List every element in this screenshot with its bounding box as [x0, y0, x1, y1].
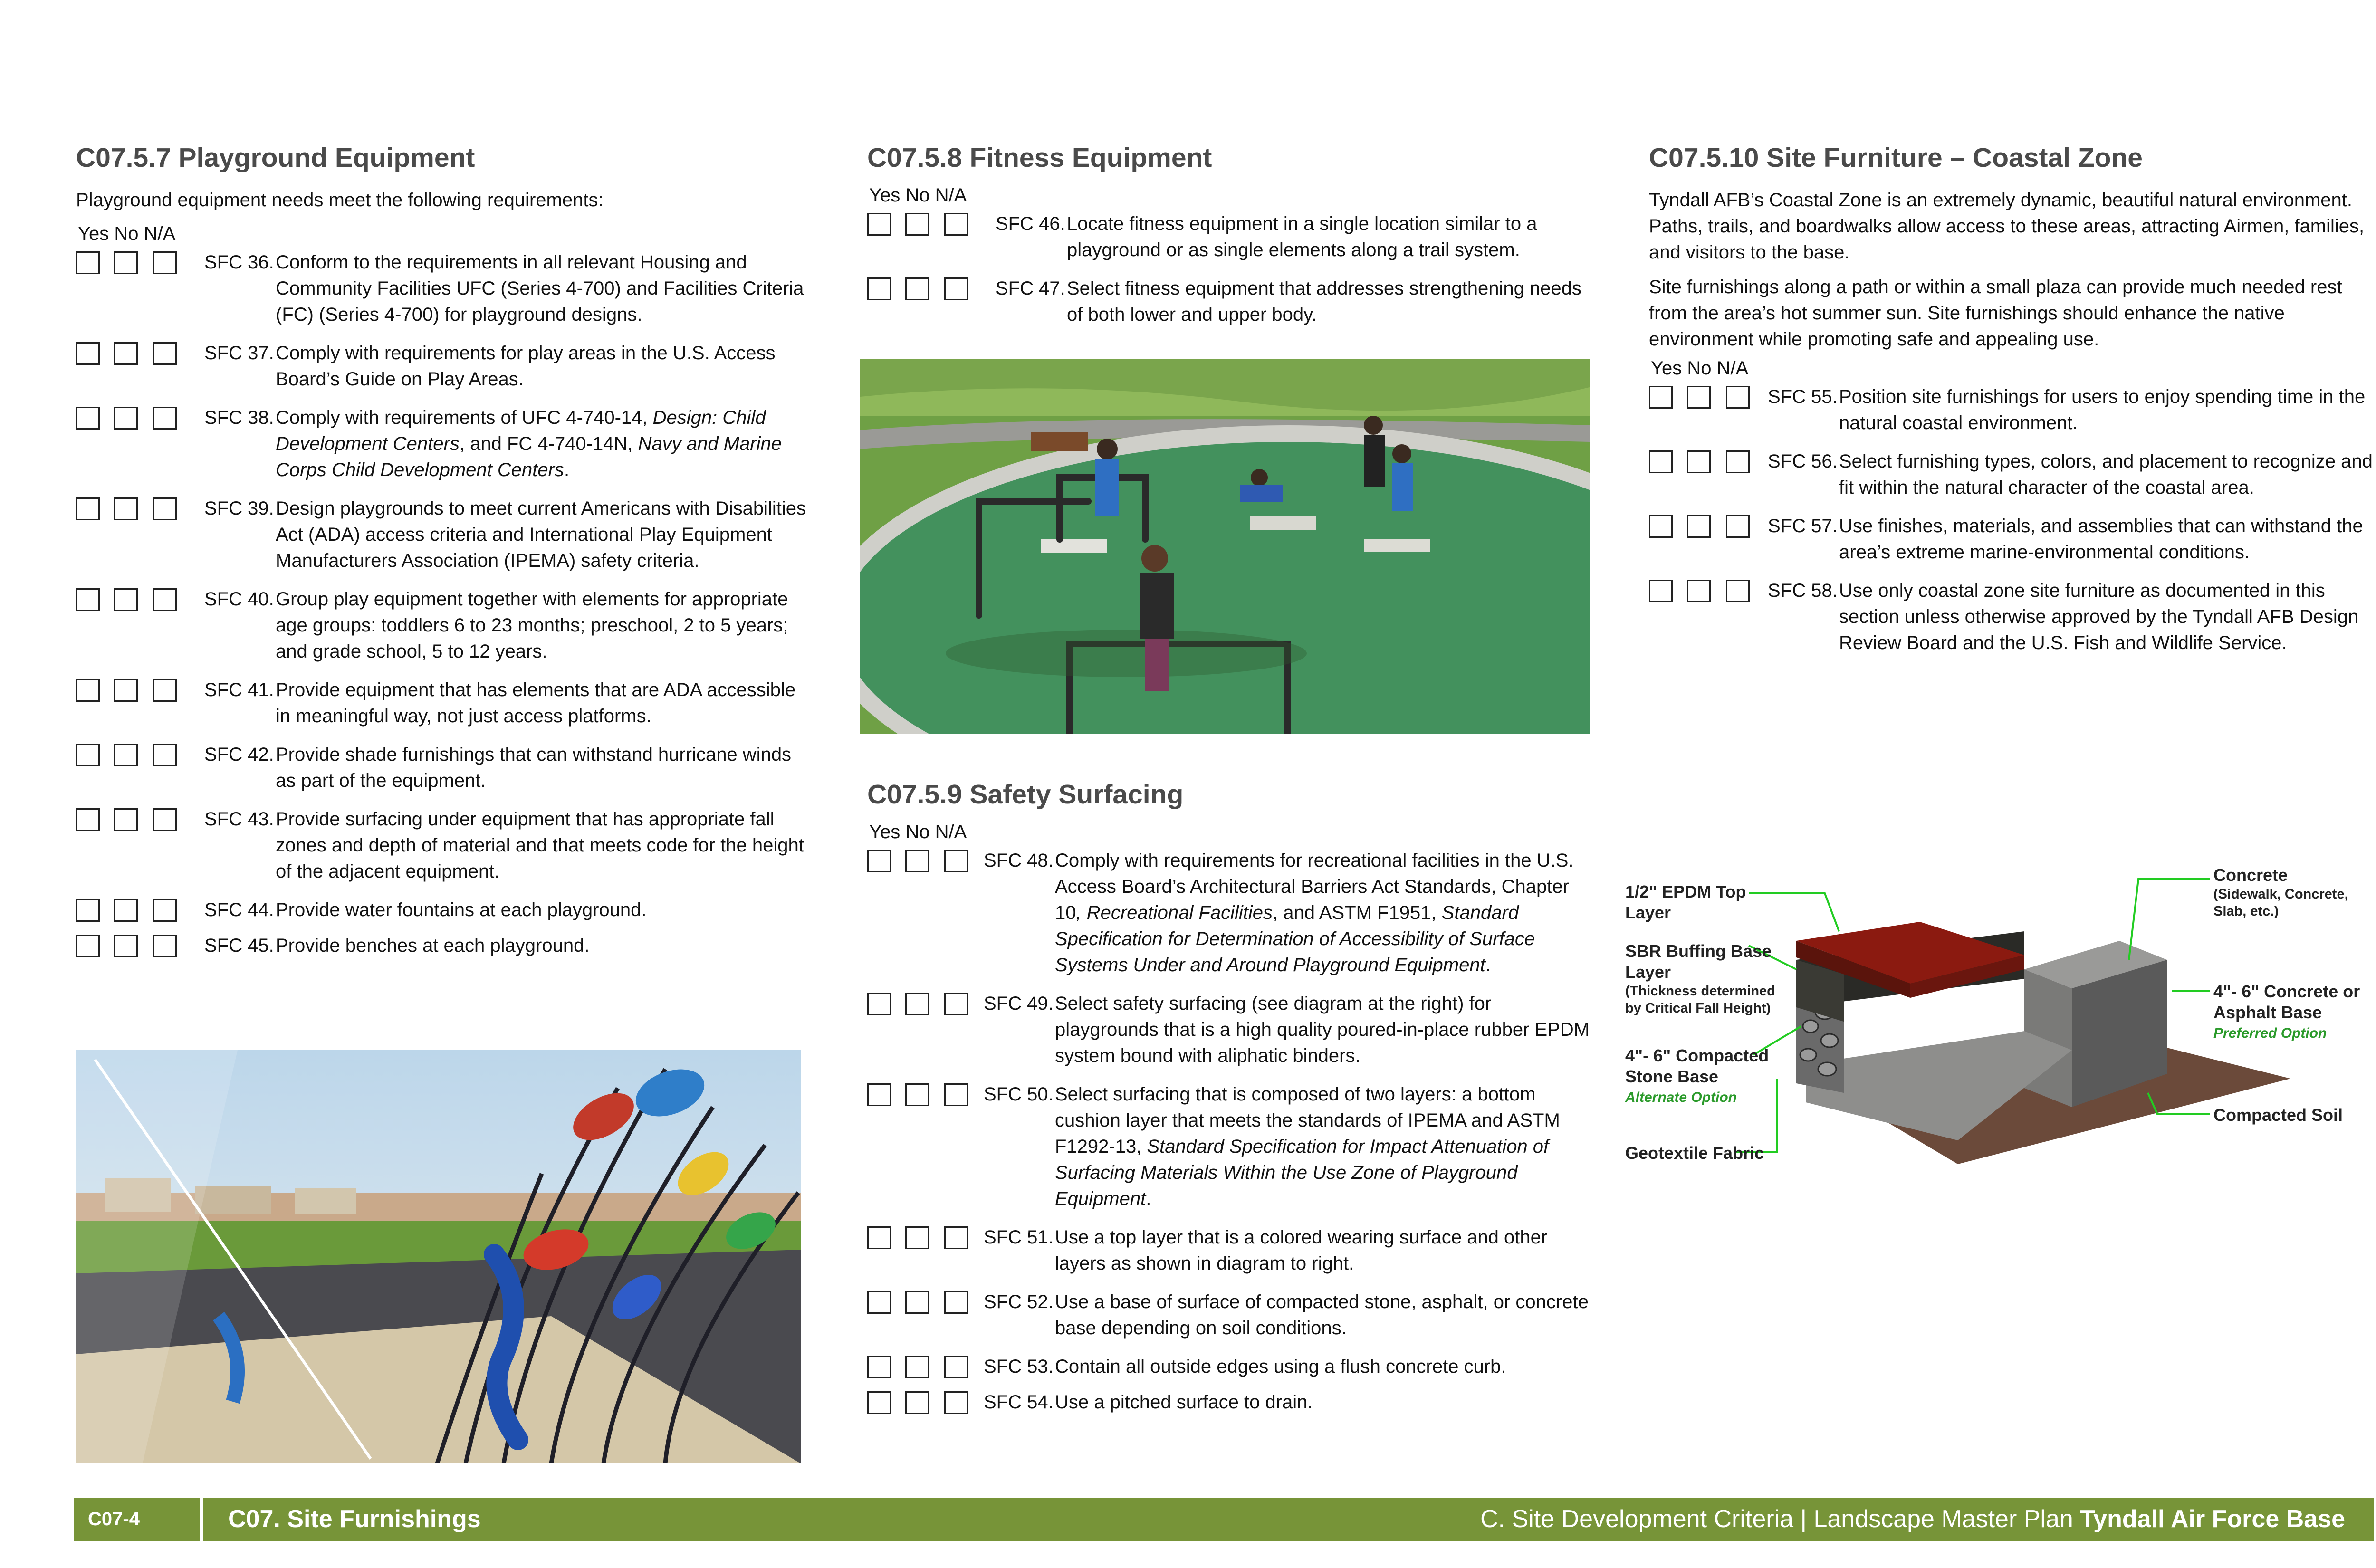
no-checkbox[interactable] [114, 407, 138, 430]
na-checkbox[interactable] [153, 899, 177, 922]
item-text: Use a pitched surface to drain. [1055, 1391, 1313, 1413]
yes-no-na-header: Yes No N/A [78, 223, 176, 244]
checklist-item-sfc58 [1649, 578, 2376, 656]
item-text: Comply with requirements for recreational facilities in the U.S. Access Board’s Architectural Barriers Act Standards, Chapter 10, Recreational Facilities, and ASTM F1951, Standard Specification for Determination of Accessibility of Surface Systems Under and Around Playground Equipment. [1055, 850, 1574, 975]
no-checkbox[interactable] [114, 342, 138, 365]
item-text: Use a top layer that is a colored wearing surface and other layers as shown in diagram to right. [1055, 1226, 1548, 1274]
checklist-item-sfc55 [1649, 384, 2376, 436]
item-text: Provide equipment that has elements that are ADA accessible in meaningful way, not just access platforms. [276, 679, 795, 727]
na-checkbox[interactable] [153, 407, 177, 430]
item-code: SFC 37. [204, 342, 274, 363]
na-checkbox[interactable] [153, 935, 177, 957]
item-code: SFC 41. [204, 679, 274, 700]
item-text: Select fitness equipment that addresses strengthening needs of both lower and upper body. [1067, 277, 1581, 325]
column-safety-surfacing [867, 779, 1599, 1428]
yes-checkbox[interactable] [76, 899, 100, 922]
na-checkbox[interactable] [944, 1291, 968, 1314]
item-code: SFC 44. [204, 899, 274, 920]
item-text: Contain all outside edges using a flush concrete curb. [1055, 1356, 1506, 1377]
checklist-item-sfc40 [76, 586, 808, 665]
item-text: Use only coastal zone site furniture as documented in this section unless otherwise approved by the Tyndall AFB Design Review Board and the U.S. Fish and Wildlife Service. [1839, 580, 2359, 653]
na-checkbox[interactable] [944, 1391, 968, 1414]
yes-checkbox[interactable] [867, 1391, 891, 1414]
label-stone-base: 4"- 6" Compacted Stone Base Alternate Option [1625, 1046, 1769, 1105]
yes-checkbox[interactable] [867, 850, 891, 872]
intro-paragraph-2: Site furnishings along a path or within a small plaza can provide much needed rest from the area’s hot summer sun. Site furnishings should enhance the native environment while promoting safe and appealing use. [1649, 276, 2342, 350]
item-text: Position site furnishings for users to enjoy spending time in the natural coastal environment. [1839, 386, 2366, 433]
yes-checkbox[interactable] [867, 1291, 891, 1314]
column-playground [76, 143, 808, 971]
heading-safety-surfacing: C07.5.9 Safety Surfacing [867, 779, 1184, 810]
checklist-item-sfc41 [76, 677, 808, 729]
column-site-furniture [1649, 143, 2376, 669]
yes-checkbox[interactable] [76, 497, 100, 520]
playground-photo [76, 1050, 801, 1463]
no-checkbox[interactable] [905, 213, 929, 236]
checklist-item-sfc51 [867, 1224, 1599, 1277]
na-checkbox[interactable] [944, 1356, 968, 1378]
no-checkbox[interactable] [114, 679, 138, 702]
intro-text: Playground equipment needs meet the following requirements: [76, 189, 604, 210]
heading-site-furniture-coastal: C07.5.10 Site Furniture – Coastal Zone [1649, 143, 2143, 173]
intro-coastal [1649, 187, 2376, 353]
label-sbr-layer: SBR Buffing Base Layer (Thickness determined by Critical Fall Height) [1625, 941, 1775, 1016]
heading-playground-equipment: C07.5.7 Playground Equipment [76, 143, 475, 173]
checklist-item-sfc38 [76, 405, 808, 483]
item-code: SFC 58. [1768, 580, 1838, 601]
checklist-item-sfc54 [867, 1389, 1599, 1415]
item-text: Select safety surfacing (see diagram at the right) for playgrounds that is a high quality poured-in-place rubber EPDM system bound with aliphatic binders. [1055, 993, 1590, 1066]
na-checkbox[interactable] [944, 213, 968, 236]
item-text: Provide benches at each playground. [276, 935, 590, 956]
fitness-photo [860, 359, 1590, 734]
no-checkbox[interactable] [905, 1291, 929, 1314]
label-asphalt-base: 4"- 6" Concrete or Asphalt Base Preferred Option [2213, 982, 2360, 1041]
item-text: Locate fitness equipment in a single location similar to a playground or as single elements along a trail system. [1067, 213, 1537, 260]
checklist-item-sfc44 [76, 897, 808, 923]
no-checkbox[interactable] [114, 251, 138, 274]
no-checkbox[interactable] [905, 277, 929, 300]
item-code: SFC 48. [984, 850, 1054, 871]
item-code: SFC 36. [204, 251, 274, 273]
yes-no-na-header: Yes No N/A [1651, 357, 1749, 379]
item-text: Comply with requirements for play areas in the U.S. Access Board’s Guide on Play Areas. [276, 342, 776, 390]
item-code: SFC 46. [996, 213, 1065, 234]
label-concrete: Concrete (Sidewalk, Concrete, Slab, etc.) [2213, 865, 2348, 919]
na-checkbox[interactable] [1726, 515, 1750, 538]
yes-checkbox[interactable] [76, 935, 100, 957]
no-checkbox[interactable] [114, 497, 138, 520]
no-checkbox[interactable] [905, 1356, 929, 1378]
item-text: Select furnishing types, colors, and placement to recognize and fit within the natural character of the coastal area. [1839, 450, 2373, 498]
item-code: SFC 47. [996, 277, 1065, 299]
yes-checkbox[interactable] [867, 1083, 891, 1106]
checklist-item-sfc46 [867, 211, 1599, 263]
item-text: Comply with requirements of UFC 4-740-14, Design: Child Development Centers, and FC 4-740-14N, Navy and Marine Corps Child Development Centers. [276, 407, 782, 480]
label-geotextile: Geotextile Fabric [1625, 1143, 1764, 1163]
yes-checkbox[interactable] [867, 1226, 891, 1249]
footer-document-title: C. Site Development Criteria | Landscape Master Plan Tyndall Air Force Base [1480, 1505, 2345, 1533]
no-checkbox[interactable] [905, 850, 929, 872]
footer-section-title: C07. Site Furnishings [228, 1505, 481, 1533]
no-checkbox[interactable] [905, 993, 929, 1015]
intro-paragraph-1: Tyndall AFB’s Coastal Zone is an extremely dynamic, beautiful natural environment. Paths, trails, and boardwalks allow access to these areas, attracting Airmen, families, and visitors to the base. [1649, 189, 2365, 263]
item-code: SFC 45. [204, 935, 274, 956]
item-code: SFC 50. [984, 1083, 1054, 1105]
item-text: Select surfacing that is composed of two layers: a bottom cushion layer that meets the standards of IPEMA and ASTM F1292-13, Standard Specification for Impact Attenuation of Surfacing Materials Within the Use Zone of Playground Equipment. [1055, 1083, 1560, 1209]
checklist-item-sfc42 [76, 742, 808, 794]
yes-checkbox[interactable] [76, 251, 100, 274]
item-text: Provide water fountains at each playground. [276, 899, 647, 920]
na-checkbox[interactable] [944, 1083, 968, 1106]
checklist-item-sfc39 [76, 496, 808, 574]
footer-bar [74, 1498, 2374, 1541]
no-checkbox[interactable] [1687, 386, 1711, 409]
no-checkbox[interactable] [114, 588, 138, 611]
yes-checkbox[interactable] [867, 1356, 891, 1378]
na-checkbox[interactable] [1726, 450, 1750, 473]
checklist-item-sfc48 [867, 848, 1599, 978]
na-checkbox[interactable] [944, 277, 968, 300]
no-checkbox[interactable] [905, 1083, 929, 1106]
na-checkbox[interactable] [153, 679, 177, 702]
heading-fitness-equipment: C07.5.8 Fitness Equipment [867, 143, 1212, 173]
label-epdm-top-layer: 1/2" EPDM Top Layer [1625, 882, 1746, 922]
item-text: Group play equipment together with elements for appropriate age groups: toddlers 6 to 23 months; preschool, 2 to 5 years; and grade school, 5 to 12 years. [276, 588, 788, 662]
checklist-item-sfc52 [867, 1289, 1599, 1341]
yes-checkbox[interactable] [867, 277, 891, 300]
item-code: SFC 53. [984, 1356, 1054, 1377]
yes-checkbox[interactable] [76, 588, 100, 611]
na-checkbox[interactable] [1726, 580, 1750, 602]
item-code: SFC 39. [204, 497, 274, 519]
no-checkbox[interactable] [1687, 450, 1711, 473]
yes-checkbox[interactable] [76, 744, 100, 766]
checklist-item-sfc47 [867, 276, 1599, 328]
na-checkbox[interactable] [944, 993, 968, 1015]
yes-checkbox[interactable] [867, 993, 891, 1015]
page-number: C07-4 [88, 1509, 140, 1530]
yes-checkbox[interactable] [76, 808, 100, 831]
checklist-item-sfc57 [1649, 513, 2376, 565]
item-code: SFC 54. [984, 1391, 1054, 1413]
item-code: SFC 52. [984, 1291, 1054, 1312]
item-code: SFC 56. [1768, 450, 1838, 472]
item-code: SFC 51. [984, 1226, 1054, 1248]
yes-checkbox[interactable] [1649, 580, 1673, 602]
no-checkbox[interactable] [1687, 515, 1711, 538]
na-checkbox[interactable] [153, 251, 177, 274]
item-text: Provide shade furnishings that can withstand hurricane winds as part of the equipment. [276, 744, 792, 791]
item-text: Conform to the requirements in all relevant Housing and Community Facilities UFC (Series 4-700) and Facilities Criteria (FC) (Series 4-700) for playground designs. [276, 251, 804, 325]
checklist-item-sfc37 [76, 340, 808, 392]
item-text: Design playgrounds to meet current Americans with Disabilities Act (ADA) access criteria and International Play Equipment Manufacturers Association (IPEMA) safety criteria. [276, 497, 806, 571]
checklist-item-sfc36 [76, 249, 808, 328]
footer-divider [200, 1498, 203, 1541]
yes-checkbox[interactable] [76, 342, 100, 365]
na-checkbox[interactable] [944, 850, 968, 872]
item-code: SFC 38. [204, 407, 274, 428]
yes-no-na-header: Yes No N/A [869, 821, 967, 842]
na-checkbox[interactable] [944, 1226, 968, 1249]
checklist-item-sfc49 [867, 991, 1599, 1069]
column-fitness-safety [867, 143, 1599, 340]
item-code: SFC 43. [204, 808, 274, 830]
no-checkbox[interactable] [114, 935, 138, 957]
no-checkbox[interactable] [114, 808, 138, 831]
yes-no-na-header: Yes No N/A [869, 184, 967, 206]
checklist-item-sfc50 [867, 1081, 1599, 1212]
safety-surfacing-diagram [1625, 855, 2376, 1188]
yes-checkbox[interactable] [1649, 386, 1673, 409]
item-text: Use finishes, materials, and assemblies that can withstand the area’s extreme marine-environmental conditions. [1839, 515, 2363, 563]
yes-checkbox[interactable] [1649, 450, 1673, 473]
no-checkbox[interactable] [114, 899, 138, 922]
checklist-item-sfc45 [76, 933, 808, 959]
na-checkbox[interactable] [1726, 386, 1750, 409]
yes-checkbox[interactable] [1649, 515, 1673, 538]
item-code: SFC 55. [1768, 386, 1838, 407]
checklist-item-sfc53 [867, 1354, 1599, 1380]
no-checkbox[interactable] [905, 1391, 929, 1414]
yes-checkbox[interactable] [867, 213, 891, 236]
label-compacted-soil: Compacted Soil [2213, 1105, 2343, 1125]
no-checkbox[interactable] [905, 1226, 929, 1249]
intro-playground [76, 187, 808, 213]
na-checkbox[interactable] [153, 497, 177, 520]
item-code: SFC 42. [204, 744, 274, 765]
yes-checkbox[interactable] [76, 679, 100, 702]
na-checkbox[interactable] [153, 808, 177, 831]
item-code: SFC 49. [984, 993, 1054, 1014]
na-checkbox[interactable] [153, 588, 177, 611]
yes-checkbox[interactable] [76, 407, 100, 430]
no-checkbox[interactable] [1687, 580, 1711, 602]
na-checkbox[interactable] [153, 342, 177, 365]
no-checkbox[interactable] [114, 744, 138, 766]
checklist-item-sfc43 [76, 806, 808, 885]
item-code: SFC 40. [204, 588, 274, 610]
na-checkbox[interactable] [153, 744, 177, 766]
checklist-item-sfc56 [1649, 449, 2376, 501]
item-text: Provide surfacing under equipment that has appropriate fall zones and depth of material and that meets code for the height of the adjacent equipment. [276, 808, 804, 882]
item-text: Use a base of surface of compacted stone, asphalt, or concrete base depending on soil conditions. [1055, 1291, 1589, 1339]
item-code: SFC 57. [1768, 515, 1838, 536]
